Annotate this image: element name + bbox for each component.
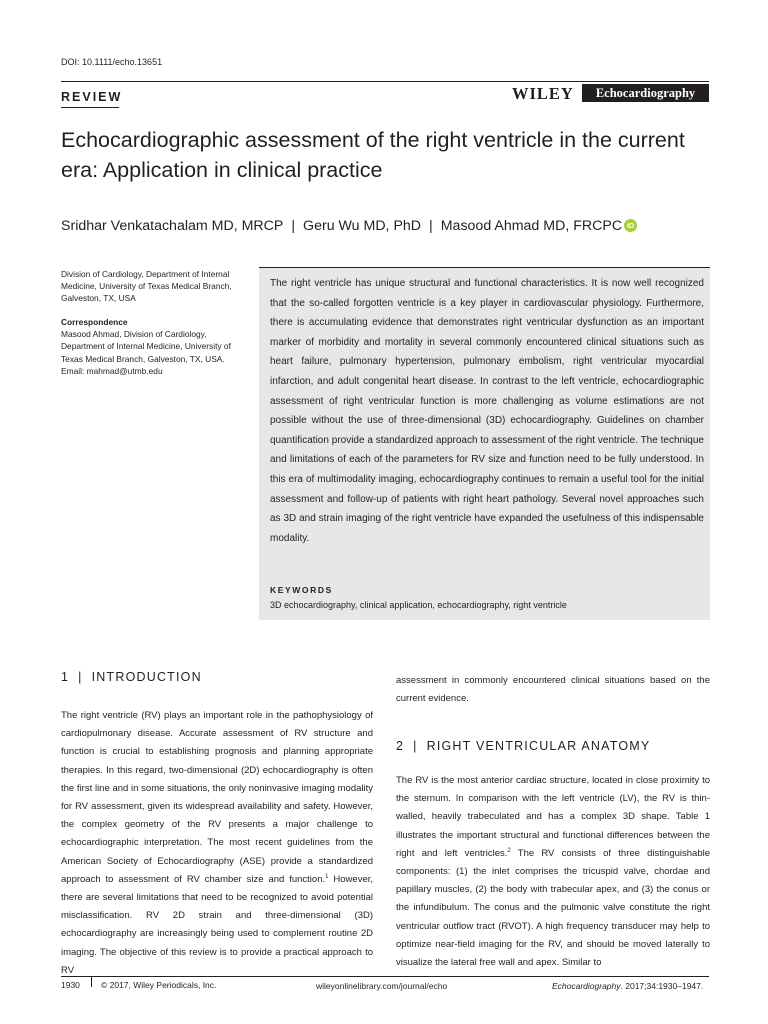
affiliation: Division of Cardiology, Department of Internal Medicine, University of Texas Medical Branch, Galveston, TX, USA — [61, 269, 232, 304]
section-2-paragraph — [396, 772, 710, 972]
article-title: Echocardiographic assessment of the right ventricle in the current era: Application in clinical practice — [61, 128, 685, 182]
author-1: Sridhar Venkatachalam MD, MRCP — [61, 218, 284, 234]
author-3: Masood Ahmad MD, FRCPC — [440, 218, 623, 234]
correspondence-heading: Correspondence — [61, 317, 128, 328]
author-separator: | — [429, 218, 433, 234]
abstract-text: The right ventricle has unique structural and functional characteristics. It is now well recognized that the so-called forgotten ventricle is a key player in cardiovascular physiology. Furthermore, there is accumulating evidence that demonstrates right ventricular dysfunction as an important marker of morbidity and mortality in several commonly encountered clinical situations such as heart failure, pulmonary hypertension, pulmonary embolism, right ventricular myocardial infarction, and adult congenital heart disease. In contrast to the left ventricle, echocardiographic assessment of right ventricular function is more challenging as volume estimations are not possible without the use of three-dimensional (3D) echocardiography. Guidelines on chamber quantification provide a standardized approach to assessment of the right ventricle. The technique and limitations of each of the parameters for RV size and function need to be fully understood. In this era of multimodality imaging, echocardiography continues to remain a useful tool for the initial assessment and follow-up of patients with right heart pathology. Several novel approaches such as 3D and strain imaging of the right ventricle have expanded the usefulness of this indispensable modality. — [270, 278, 704, 544]
correspondence-address: Masood Ahmad, Division of Cardiology, Department of Internal Medicine, University of Texas Medical Branch, Galveston, TX, USA. — [61, 329, 231, 364]
section-separator: | — [413, 739, 418, 753]
orcid-icon[interactable]: iD — [624, 219, 637, 232]
section-1-heading — [61, 670, 202, 684]
section-1-text-cont: However, there are several limitations that need to be recognized to avoid potential misclassification. RV 2D strain and three-dimensional (3D) echocardiography are increasingly being used to complement routine 2D imaging. The objective of this review is to provide a practical approach to RV — [61, 873, 374, 976]
section-2-number: 2 — [396, 739, 405, 753]
journal-badge: Echocardiography — [582, 84, 709, 102]
section-2-title: RIGHT VENTRICULAR ANATOMY — [426, 739, 651, 753]
copyright: © 2017, Wiley Periodicals, Inc. — [101, 980, 217, 990]
page-number: 1930 — [61, 980, 80, 990]
author-2: Geru Wu MD, PhD — [303, 218, 422, 234]
journal-url[interactable]: wileyonlinelibrary.com/journal/echo — [316, 981, 448, 991]
correspondence-email[interactable]: Email: mahmad@utmb.edu — [61, 365, 163, 376]
section-2-text: The RV is the most anterior cardiac structure, located in close proximity to the sternum. In comparison with the left ventricle (LV), the RV is thin-walled, heavily trabeculated and has a complex 3D shape. Table 1 illustrates the important structural and functional differences between the right and left ventricles. — [396, 775, 710, 859]
header-rule — [61, 81, 709, 82]
article-type-underline — [61, 107, 119, 108]
keywords-list: 3D echocardiography, clinical application, echocardiography, right ventricle — [270, 600, 567, 610]
affiliation-block — [61, 268, 251, 377]
section-2-text-cont: The RV consists of three distinguishable components: (1) the inlet comprises the tricuspid valve, chordae and papillary muscles, (2) the body with trabecular apex, and (3) the conus or the infundibulum. The conus and the pulmonic valve constitute the right ventricular outflow tract (RVOT). A high frequency transducer may help to optimize near-field imaging for the RV, and should be moved laterally to visualize the lateral free wall and apex. Similar to — [396, 847, 710, 969]
author-list — [61, 218, 637, 234]
publisher-logo: WILEY — [512, 84, 574, 103]
footer-journal: Echocardiography — [552, 981, 621, 991]
author-separator: | — [291, 218, 296, 234]
section-1-title: INTRODUCTION — [91, 670, 202, 684]
doi: DOI: 10.1111/echo.13651 — [61, 57, 163, 67]
section-1-paragraph — [61, 707, 373, 980]
article-type: REVIEW — [61, 90, 123, 104]
abstract-rule — [259, 267, 710, 268]
section-separator: | — [78, 670, 83, 684]
section-2-heading — [396, 739, 650, 753]
footer-citation — [552, 981, 703, 991]
section-1-text: The right ventricle (RV) plays an important role in the pathophysiology of cardiopulmonary disease. Accurate assessment of RV structure and function is crucial to establishing prognosis and planning appropriate therapies. In this regard, two-dimensional (2D) echocardiography is often the first line and in some situations, the only noninvasive imaging modality for RV assessment, given its widespread availability and safety. However, the complex geometry of the RV presents a major challenge to echocardiographic interpretation. The most recent guidelines from the American Society of Echocardiography (ASE) provide a standardized approach to assessment of RV chamber size and function. — [61, 710, 373, 885]
footer-rule — [61, 976, 709, 977]
citation-ref-1[interactable]: 1 — [325, 873, 329, 880]
footer-citation-detail: . 2017;34:1930–1947. — [620, 981, 704, 991]
section-1-number: 1 — [61, 670, 70, 684]
footer-divider — [91, 976, 92, 987]
keywords-heading: KEYWORDS — [270, 585, 333, 595]
citation-ref-2[interactable]: 2 — [507, 847, 511, 854]
section-1-continuation: assessment in commonly encountered clinical situations based on the current evidence. — [396, 675, 710, 705]
